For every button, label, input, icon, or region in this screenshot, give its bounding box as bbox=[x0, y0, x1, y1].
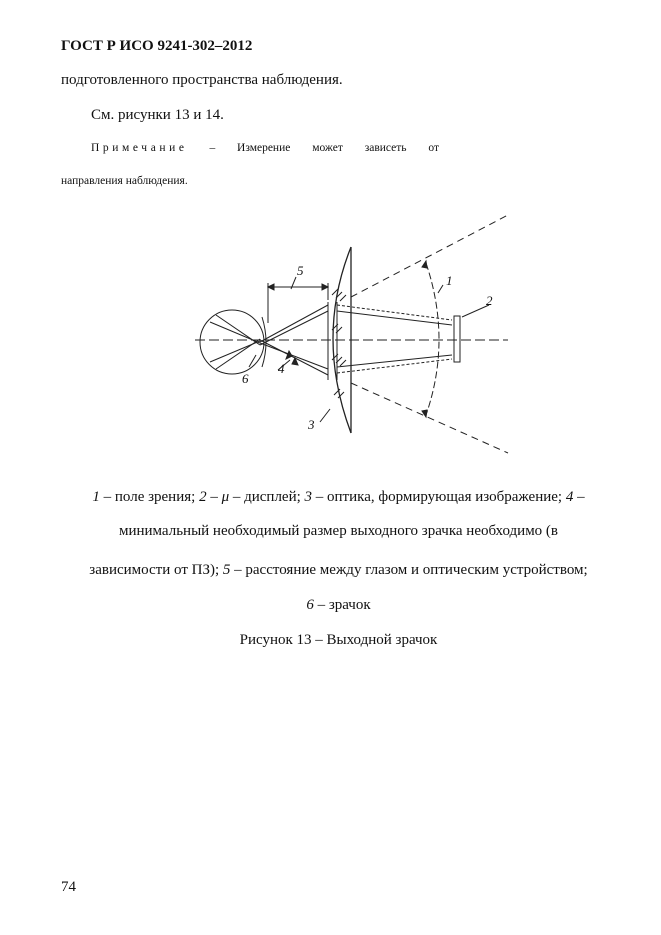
ray-upper-2 bbox=[337, 311, 452, 325]
ray-eye-1 bbox=[260, 305, 328, 342]
document-header: ГОСТ Р ИСО 9241-302–2012 bbox=[61, 38, 253, 54]
page-number: 74 bbox=[61, 879, 76, 895]
ray-eye-3 bbox=[260, 340, 328, 375]
note-label: Примечание bbox=[91, 142, 188, 154]
note-dash: – bbox=[209, 142, 216, 154]
leader-2 bbox=[462, 305, 489, 317]
leader-6 bbox=[249, 355, 256, 367]
leader-1 bbox=[438, 285, 443, 293]
label-5: 5 bbox=[297, 263, 304, 278]
label-4: 4 bbox=[278, 361, 285, 376]
body-paragraph-2: См. рисунки 13 и 14. bbox=[91, 107, 224, 123]
note-word-2: может bbox=[312, 142, 343, 154]
label-6: 6 bbox=[242, 371, 249, 386]
label-1: 1 bbox=[446, 273, 453, 288]
caption-line-1: 1 – поле зрения; 2 – μ – дисплей; 3 – оптика, формирующая изображение; 4 – bbox=[92, 489, 585, 505]
caption-line-3: зависимости от ПЗ); 5 – расстояние между глазом и оптическим устройством; bbox=[89, 562, 588, 578]
fov-lower-line bbox=[351, 383, 508, 453]
caption-line-4: 6 – зрачок bbox=[306, 597, 371, 613]
ray-lower-2 bbox=[337, 355, 452, 367]
note-word-3: зависеть bbox=[364, 142, 407, 154]
fov-arc bbox=[426, 263, 439, 415]
label-3: 3 bbox=[308, 417, 315, 432]
leader-3 bbox=[320, 409, 330, 422]
fov-upper-line bbox=[351, 215, 508, 297]
note-word-4: от bbox=[428, 142, 439, 154]
note-line-1 bbox=[91, 142, 439, 154]
display-rect bbox=[454, 316, 460, 362]
ray-inside-4 bbox=[216, 339, 260, 369]
exit-pupil-diagram bbox=[190, 205, 520, 455]
body-paragraph-1: подготовленного пространства наблюдения. bbox=[61, 72, 343, 88]
label-2: 2 bbox=[486, 293, 493, 308]
dim4-arrows bbox=[286, 351, 298, 365]
eye-circle bbox=[200, 310, 264, 374]
figure-title: Рисунок 13 – Выходной зрачок bbox=[239, 632, 438, 648]
note-word-1: Измерение bbox=[237, 142, 291, 154]
note-line-2: направления наблюдения. bbox=[61, 175, 188, 187]
ray-eye-4 bbox=[260, 343, 328, 369]
caption-line-2: минимальный необходимый размер выходного зрачка необходимо (в bbox=[118, 523, 559, 539]
fov-arrows bbox=[422, 261, 427, 417]
